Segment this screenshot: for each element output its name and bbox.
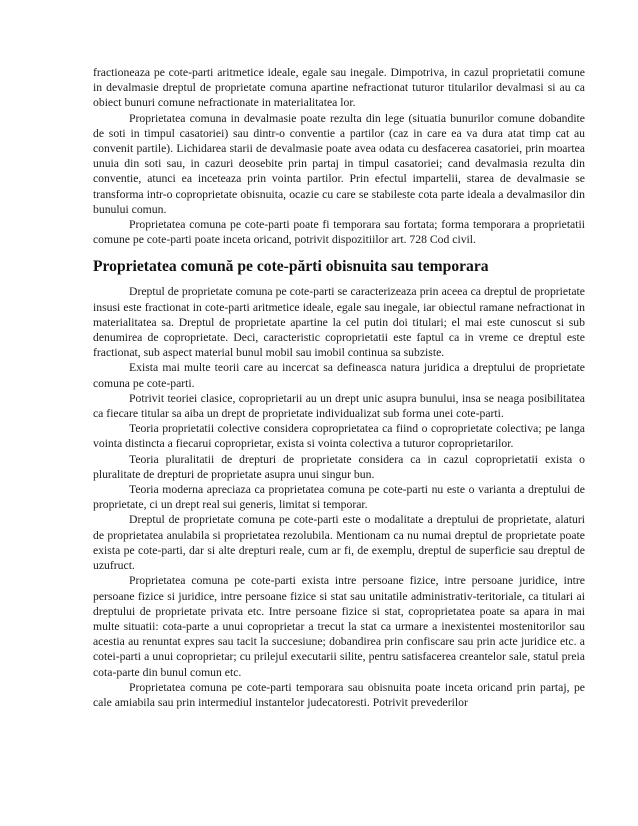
paragraph: Proprietatea comuna pe cote-parti exista intre persoane fizice, intre persoane juridice, intre persoane fizice si juridice, intre persoane fizice si stat sau unitatile administrativ-teritoriale, ca titulari ai dreptului de proprietate privata etc. Intre persoane fizice si stat, coproprietatea poate sa apara in mai multe situatii: cota-parte a unui coproprietar a trecut la stat ca urmare a inexistentei mostenitorilor sau acestia au renuntat expres sau tacit la succesiune; dobandirea prin confiscare sau prin acte juridice etc. a cotei-parti a unui coproprietar; cu prilejul executarii silite, pentru satisfacerea creantelor sale, statul preia cota-parte din bunul comun etc. [93, 574, 585, 679]
paragraph: Proprietatea comuna pe cote-parti poate fi temporara sau fortata; forma temporara a proprietatii comune pe cote-parti poate inceta oricand, potrivit dispozitiilor art. 728 Cod civil. [93, 218, 585, 247]
paragraph: Potrivit teoriei clasice, coproprietarii au un drept unic asupra bunului, insa se neaga posibilitatea ca fiecare titular sa aiba un drept de proprietate individualizat sub forma unei cote-parti. [93, 391, 585, 421]
section-heading: Proprietatea comună pe cote-părti obisnuita sau temporara [93, 258, 489, 276]
paragraph: Exista mai multe teorii care au incercat sa defineasca natura juridica a dreptului de proprietate comuna pe cote-parti. [93, 361, 585, 390]
paragraph: Teoria proprietatii colective considera coproprietatea ca fiind o coproprietate colectiva; pe langa vointa distincta a fiecarui coproprietar, exista si vointa colectiva a tuturor coproprietarilor. [93, 422, 585, 451]
paragraph: Dreptul de proprietate comuna pe cote-parti se caracterizeaza prin aceea ca dreptul de proprietate insusi este fractionat in cote-parti aritmetice ideale, egale sau inegale, iar obiectul ramane nefractionat in materialitatea sa. Dreptul de proprietate apartine la cel putin doi titulari; el mai este cunoscut si sub denumirea de coproprietate. Deci, caracteristic coproprietatii este faptul ca in vreme ce dreptul este fractionat, sub aspect material bunul mobil sau imobil continua sa subziste. [93, 285, 585, 360]
paragraph: Proprietatea comuna in devalmasie poate rezulta din lege (situatia bunurilor comune dobandite de soti in timpul casatoriei) sau dintr-o conventie a partilor (caz in care ea va dura atat timp cat au convenit partile). Lichidarea starii de devalmasie poate avea odata cu desfacerea casatoriei, prin moartea unuia din soti sau, in cazuri deosebite prin partaj in timpul casatoriei; cand devalmasia rezulta din conventie, atunci ea inceteaza prin vointa partilor. Prin efectul impartelii, starea de devalmasie se transforma intr-o coproprietate obisnuita, ocazie cu care se stabileste cota parte ideala a devalmasilor din bunului comun. [93, 111, 585, 216]
paragraph: Dreptul de proprietate comuna pe cote-parti este o modalitate a dreptului de proprietate, alaturi de proprietatea anulabila si proprietatea rezolubila. Mentionam ca nu numai dreptul de proprietate poate exista pe cote-parti, dar si alte drepturi reale, cum ar fi, de exemplu, dreptul de superficie sau dreptul de uzufruct. [93, 513, 585, 573]
paragraph: Teoria pluralitatii de drepturi de proprietate considera ca in cazul coproprietatii exista o pluralitate de drepturi de proprietate asupra unui singur bun. [93, 452, 585, 481]
paragraph: fractioneaza pe cote-parti aritmetice ideale, egale sau inegale. Dimpotriva, in cazul proprietatii comune in devalmasie dreptul de proprietate comuna apartine nefractionat tuturor titularilor devalmasi si au ca obiect bunuri comune nefractionate in materialitatea lor. [93, 66, 585, 110]
paragraph: Proprietatea comuna pe cote-parti temporara sau obisnuita poate inceta oricand prin partaj, pe cale amiabila sau prin intermediul instantelor judecatoresti. Potrivit prevederilor [93, 680, 585, 709]
document-page [93, 65, 585, 710]
paragraph: Teoria moderna apreciaza ca proprietatea comuna pe cote-parti nu este o varianta a dreptului de proprietate, ci un drept real sui generis, limitat si temporar. [93, 483, 585, 512]
